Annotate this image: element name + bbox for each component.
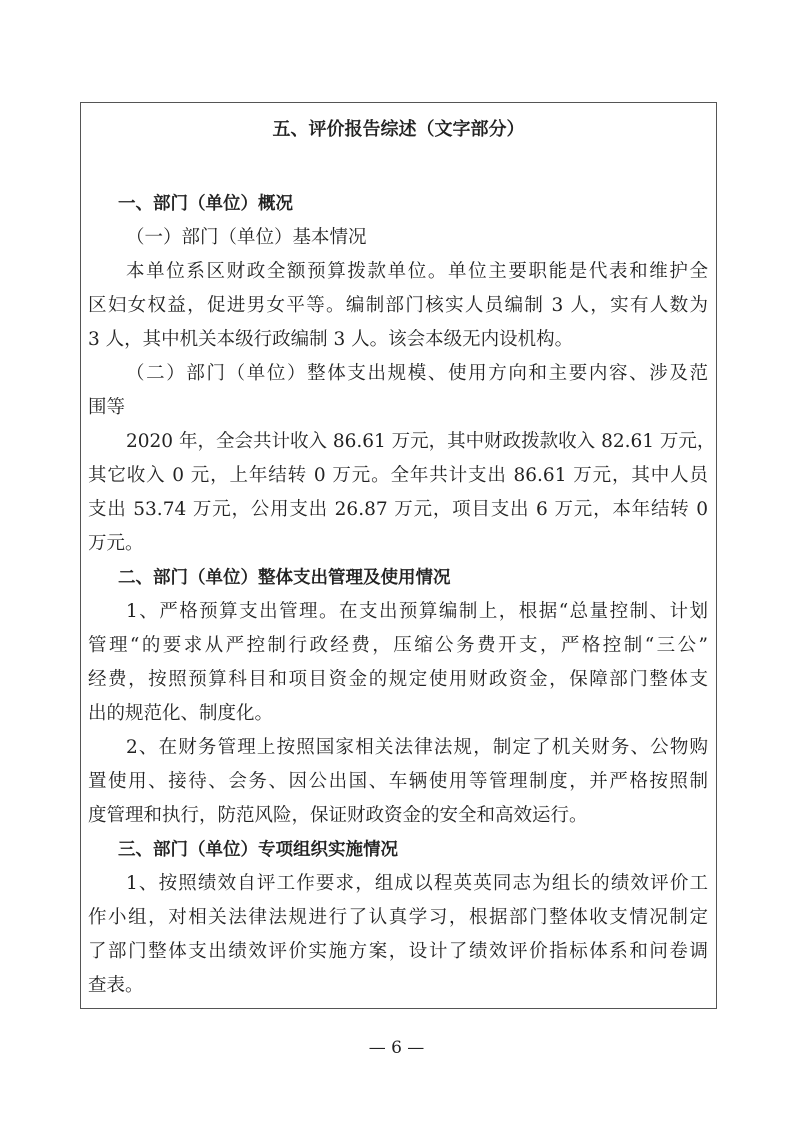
text-line: （一）部门（单位）基本情况 xyxy=(126,227,367,248)
paragraph xyxy=(88,867,708,1003)
text-line: 查表。 xyxy=(88,975,144,996)
text-line: 支出 53.74 万元，公用支出 26.87 万元，项目支出 6 万元，本年结转 0 xyxy=(88,499,708,520)
text-line: 管理“的要求从严控制行政经费，压缩公务费开支，严格控制“三公” xyxy=(88,635,708,656)
paragraph xyxy=(88,425,716,561)
text-line: 三、部门（单位）专项组织实施情况 xyxy=(118,840,398,860)
text-line: 出的规范化、制度化。 xyxy=(88,703,274,724)
text-line: 一、部门（单位）概况 xyxy=(118,194,293,214)
text-line: 其它收入 0 元，上年结转 0 万元。全年共计支出 86.61 万元，其中人员 xyxy=(88,465,708,486)
text-line: 1、按照绩效自评工作要求，组成以程英英同志为组长的绩效评价工 xyxy=(126,873,708,894)
text-line: 2、在财务管理上按照国家相关法律法规，制定了机关财务、公物购 xyxy=(126,737,708,758)
paragraph xyxy=(88,357,708,425)
section-heading xyxy=(88,187,708,221)
text-line: 1、严格预算支出管理。在支出预算编制上，根据“总量控制、计划 xyxy=(126,601,708,622)
section-heading xyxy=(88,833,708,867)
text-line: 度管理和执行，防范风险，保证财政资金的安全和高效运行。 xyxy=(88,805,588,826)
report-frame xyxy=(80,102,717,1009)
text-line: 二、部门（单位）整体支出管理及使用情况 xyxy=(118,568,451,588)
text-line: 置使用、接待、会务、因公出国、车辆使用等管理制度，并严格按照制 xyxy=(88,771,708,792)
subsection-heading xyxy=(88,221,708,255)
text-line: 经费，按照预算科目和项目资金的规定使用财政资金，保障部门整体支 xyxy=(88,669,708,690)
text-line: 2020 年，全会共计收入 86.61 万元，其中财政拨款收入 82.61 万元， xyxy=(126,431,716,452)
text-line: （二）部门（单位）整体支出规模、使用方向和主要内容、涉及范 xyxy=(126,363,708,384)
paragraph xyxy=(88,595,708,731)
text-line: 本单位系区财政全额预算拨款单位。单位主要职能是代表和维护全 xyxy=(126,261,708,282)
paragraph xyxy=(88,255,708,357)
section-heading xyxy=(88,561,708,595)
text-line: 围等 xyxy=(88,397,126,418)
text-line: 万元。 xyxy=(88,533,144,554)
text-line: 区妇女权益，促进男女平等。编制部门核实人员编制 3 人，实有人数为 xyxy=(88,295,708,316)
paragraph xyxy=(88,731,708,833)
text-line: 了部门整体支出绩效评价实施方案，设计了绩效评价指标体系和问卷调 xyxy=(88,941,708,962)
text-line: 3 人，其中机关本级行政编制 3 人。该会本级无内设机构。 xyxy=(88,329,574,350)
report-body xyxy=(88,187,716,1003)
section-title: 五、评价报告综述（文字部分） xyxy=(272,119,525,140)
page-number: — 6 — xyxy=(368,1038,425,1058)
text-line: 作小组，对相关法律法规进行了认真学习，根据部门整体收支情况制定 xyxy=(88,907,708,928)
